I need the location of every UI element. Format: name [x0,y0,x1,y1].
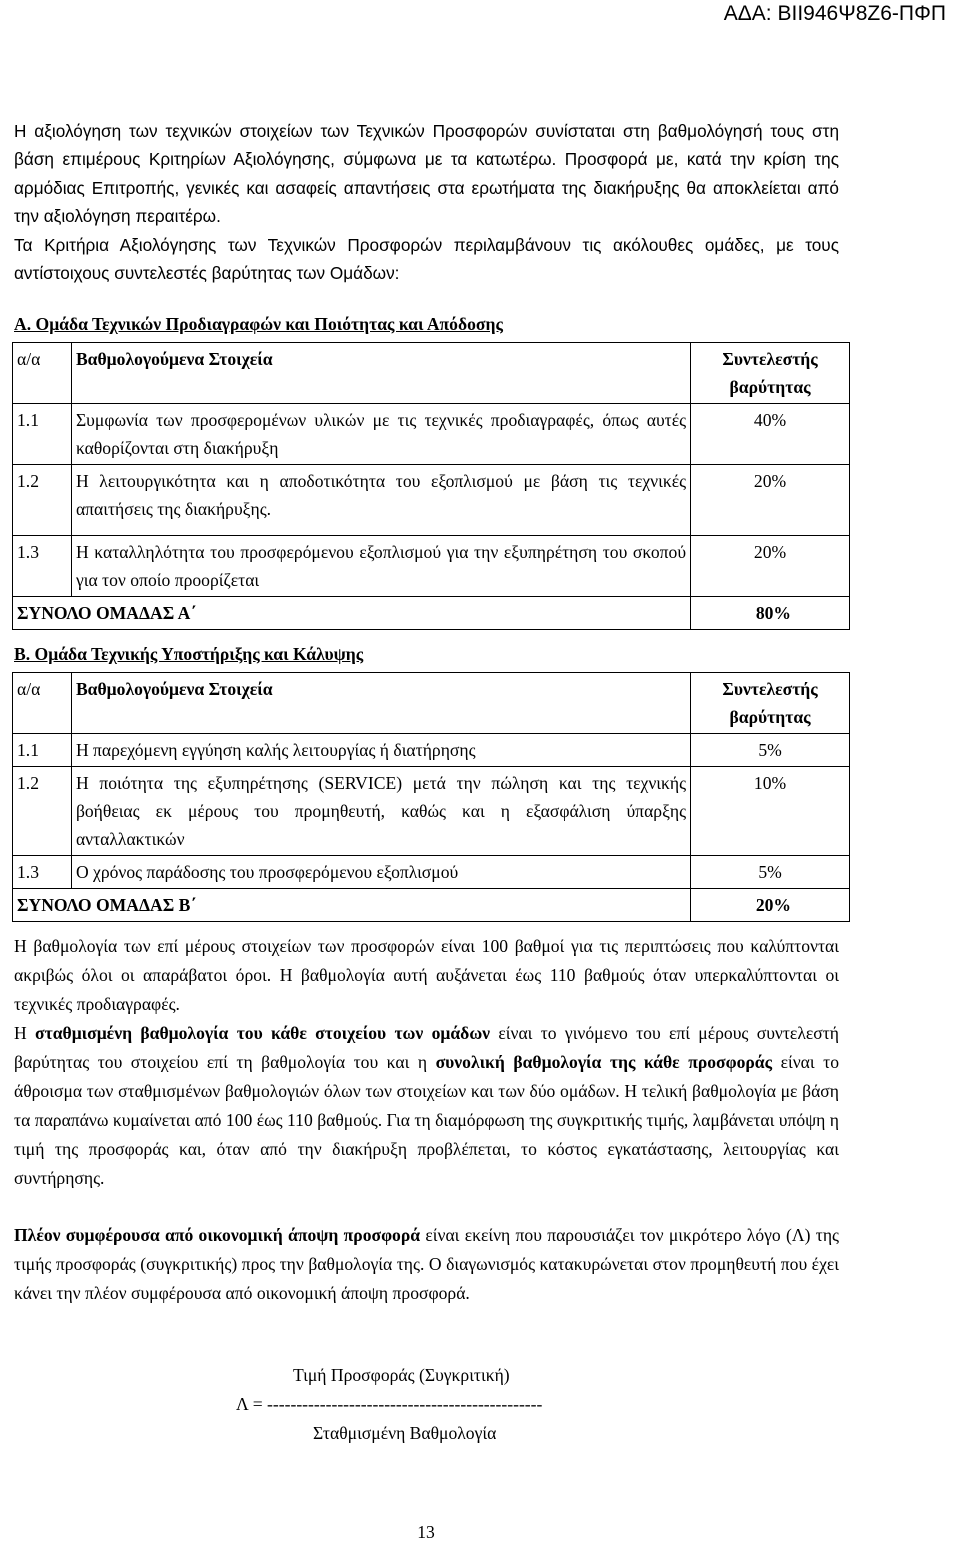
best-offer-paragraph [14,1221,839,1308]
row-num: 1.1 [13,734,72,767]
row-desc: Η καταλληλότητα του προσφερόμενου εξοπλισμού για την εξυπηρέτηση του σκοπού για τον οποίο προορίζεται [71,536,690,597]
header-num: α/α [13,343,72,404]
row-num: 1.3 [13,536,72,597]
row-desc: Ο χρόνος παράδοσης του προσφερόμενου εξοπλισμού [71,856,690,889]
table-row [13,404,850,465]
row-num: 1.3 [13,856,72,889]
page-number: 13 [417,1522,435,1542]
total-row [13,889,850,922]
formula-denominator: Σταθμισμένη Βαθμολογία [313,1423,497,1443]
table-row [13,536,850,597]
text-run: είναι εκείνη που παρουσιάζει τον μικρότερο λόγο (Λ) της τιμής προσφοράς (συγκριτικής) προς την βαθμολογία της. Ο διαγωνισμός κατακυρώνεται στον προμηθευτή που έχει κάνει την πλέον συμφέρουσα από οικονομική άποψη προσφορά. [14,1225,839,1303]
total-label: ΣΥΝΟΛΟ ΟΜΑΔΑΣ Α΄ [13,597,691,630]
row-coef: 10% [691,767,850,856]
table-header-row [13,673,850,734]
intro-paragraph-1: Η αξιολόγηση των τεχνικών στοιχείων των Τεχνικών Προσφορών συνίσταται στη βαθμολόγησή τους στη βάση επιμέρους Κριτηρίων Αξιολόγησης, σύμφωνα με τα κατωτέρω. Προσφορά με, κατά την κρίση της αρμόδιας Επιτροπής, γενικές και ασαφείς απαντήσεις στα ερωτήματα της διακήρυξης θα αποκλείεται από την αξιολόγηση περαιτέρω. [14,121,839,227]
row-coef: 40% [691,404,850,465]
intro-paragraph-2: Τα Κριτήρια Αξιολόγησης των Τεχνικών Προσφορών περιλαμβάνουν τις ακόλουθες ομάδες, με τους αντίστοιχους συντελεστές βαρύτητας των Ομάδων: [14,235,839,284]
table-row [13,856,850,889]
table-row [13,767,850,856]
bold-term: Πλέον συμφέρουσα από οικονομική άποψη προσφορά [14,1225,421,1245]
header-coef: Συντελεστής βαρύτητας [691,673,850,734]
scoring-paragraph: Η βαθμολογία των επί μέρους στοιχείων των προσφορών είναι 100 βαθμοί για τις περιπτώσεις που καλύπτονται ακριβώς όλοι οι απαράβατοι όροι. Η βαθμολογία αυτή αυξάνεται έως 110 βαθμούς όταν υπερκαλύπτονται οι τεχνικές προδιαγραφές. [14,936,839,1014]
header-coef: Συντελεστής βαρύτητας [691,343,850,404]
group-a-table [12,342,850,630]
row-desc: Συμφωνία των προσφερομένων υλικών με τις τεχνικές προδιαγραφές, όπως αυτές καθορίζονται στη διακήρυξη [71,404,690,465]
bold-term: σταθμισμένη βαθμολογία του κάθε στοιχείου των ομάδων [35,1023,491,1043]
total-value: 80% [691,597,850,630]
table-row [13,734,850,767]
text-run: Η [14,1023,36,1043]
formula-line: Λ = ----------------------------------------------- [236,1394,543,1414]
ada-header: ΑΔΑ: ΒΙΙ946Ψ8Ζ6-ΠΦΠ [723,2,946,25]
formula-numerator: Τιμή Προσφοράς (Συγκριτική) [293,1365,510,1385]
total-value: 20% [691,889,850,922]
header-desc: Βαθμολογούμενα Στοιχεία [71,673,690,734]
row-coef: 5% [691,856,850,889]
table-row [13,465,850,536]
row-coef: 5% [691,734,850,767]
row-desc: Η λειτουργικότητα και η αποδοτικότητα του εξοπλισμού με βάση τις τεχνικές απαιτήσεις της διακήρυξης. [71,465,690,536]
row-num: 1.2 [13,465,72,536]
row-desc: Η ποιότητα της εξυπηρέτησης (SERVICE) μετά την πώληση και της τεχνικής βοήθειας εκ μέρους του προμηθευτή, καθώς και η εξασφάλιση ύπαρξης ανταλλακτικών [71,767,690,856]
header-num: α/α [13,673,72,734]
weighted-score-paragraph [14,1019,839,1193]
text-run: είναι το γινόμενο του επί μέρους συντελεστή βαρύτητας του στοιχείου επί τη βαθμολογία του και η [14,1023,839,1072]
group-b-title: Β. Ομάδα Τεχνικής Υποστήριξης και Κάλυψης [14,644,364,664]
row-coef: 20% [691,536,850,597]
table-header-row [13,343,850,404]
row-num: 1.1 [13,404,72,465]
total-label: ΣΥΝΟΛΟ ΟΜΑΔΑΣ Β΄ [13,889,691,922]
text-run: είναι το άθροισμα των σταθμισμένων βαθμολογιών όλων των στοιχείων και των δύο ομάδων. Η τελική βαθμολογία με βάση τα παραπάνω κυμαίνεται από 100 έως 110 βαθμούς. Για τη διαμόρφωση της συγκριτικής τιμής, λαμβάνεται υπόψη η τιμή της προσφοράς και, όταν από την διακήρυξη προβλέπεται, το κόστος εγκατάστασης, λειτουργίας και συντήρησης. [14,1052,839,1188]
row-num: 1.2 [13,767,72,856]
row-coef: 20% [691,465,850,536]
group-a-title: Α. Ομάδα Τεχνικών Προδιαγραφών και Ποιότητας και Απόδοσης [14,314,503,334]
row-desc: Η παρεχόμενη εγγύηση καλής λειτουργίας ή διατήρησης [71,734,690,767]
group-b-table [12,672,850,922]
bold-term: συνολική βαθμολογία της κάθε προσφοράς [435,1052,773,1072]
total-row [13,597,850,630]
header-desc: Βαθμολογούμενα Στοιχεία [71,343,690,404]
